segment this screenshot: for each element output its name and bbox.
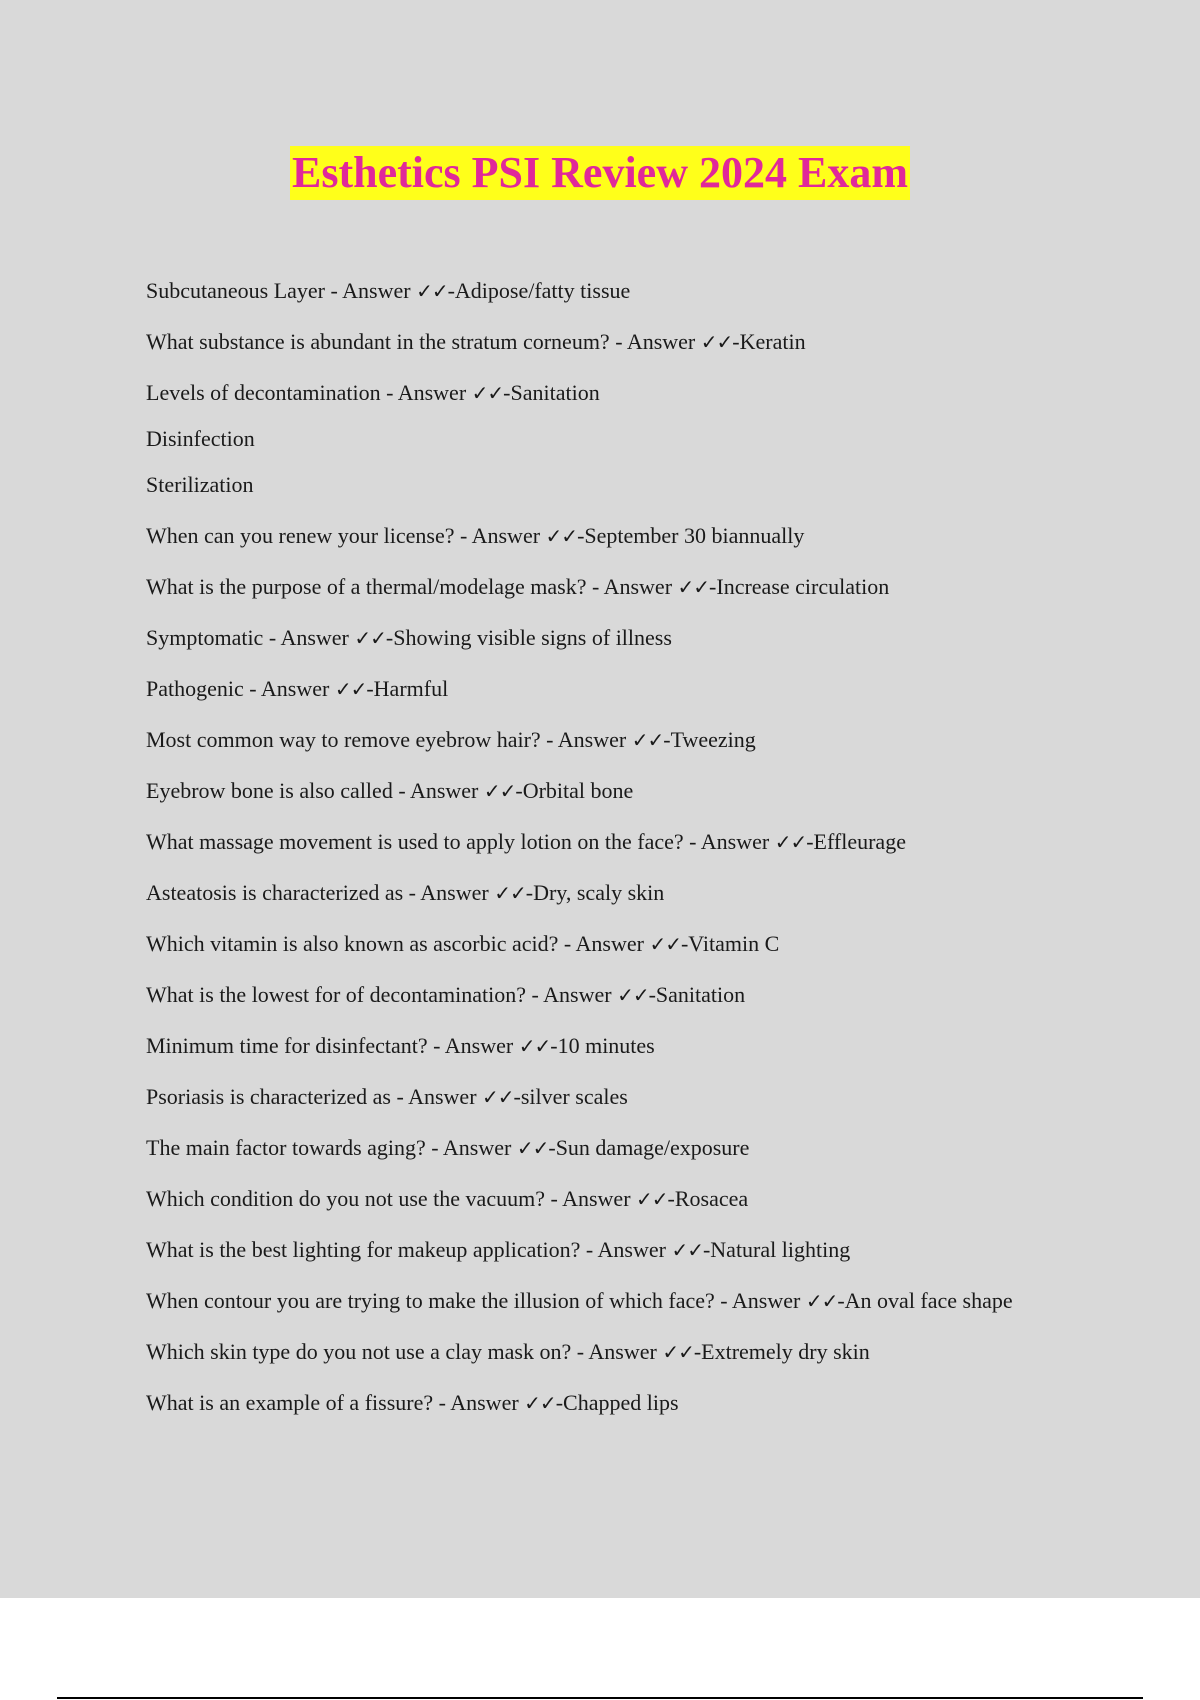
qa-answer: Orbital bone — [522, 778, 634, 803]
qa-answer-label: Answer — [409, 778, 479, 803]
qa-answer-label: Answer — [342, 278, 411, 303]
double-check-icon: ✓✓ — [631, 728, 664, 752]
double-check-icon: ✓✓ — [471, 381, 504, 405]
qa-item: Which vitamin is also known as ascorbic acid? - Answer ✓✓-Vitamin C — [146, 931, 780, 956]
double-check-icon: ✓✓ — [805, 1289, 838, 1313]
qa-answer: Increase circulation — [716, 574, 890, 599]
qa-answer-label: Answer — [557, 727, 627, 752]
qa-question: Pathogenic — [146, 676, 244, 701]
qa-item: What is an example of a fissure? - Answer ✓✓-Chapped lips — [146, 1390, 679, 1415]
double-check-icon: ✓✓ — [518, 1034, 551, 1058]
double-check-icon: ✓✓ — [545, 524, 578, 548]
qa-answer-label: Answer — [420, 880, 489, 905]
qa-item: Eyebrow bone is also called - Answer ✓✓-Orbital bone — [146, 778, 634, 803]
double-check-icon: ✓✓ — [482, 1085, 514, 1109]
qa-question: Which skin type do you not use a clay mask on? — [146, 1339, 572, 1364]
qa-answer-label: Answer — [731, 1288, 801, 1313]
qa-plain-text: Disinfection — [146, 426, 255, 451]
qa-question: Psoriasis is characterized as — [146, 1084, 391, 1109]
qa-answer: Showing visible signs of illness — [393, 625, 672, 650]
qa-answer-label: Answer — [260, 676, 330, 701]
qa-question: Which condition do you not use the vacuum? — [146, 1186, 545, 1211]
double-check-icon: ✓✓ — [334, 677, 367, 701]
qa-question: What substance is abundant in the stratum corneum? — [146, 329, 610, 354]
qa-answer-label: Answer — [450, 1390, 519, 1415]
qa-answer: Effleurage — [813, 829, 906, 854]
qa-question: Eyebrow bone is also called — [146, 778, 393, 803]
double-check-icon: ✓✓ — [662, 1340, 694, 1364]
double-check-icon: ✓✓ — [671, 1238, 703, 1262]
double-check-icon: ✓✓ — [494, 881, 526, 905]
qa-question: What is the lowest for of decontamination? — [146, 982, 526, 1007]
qa-question: Symptomatic — [146, 625, 264, 650]
qa-question: Asteatosis is characterized as — [146, 880, 404, 905]
double-check-icon: ✓✓ — [617, 983, 649, 1007]
qa-item: What massage movement is used to apply lotion on the face? - Answer ✓✓-Effleurage — [146, 829, 906, 854]
qa-answer-label: Answer — [626, 329, 696, 354]
qa-answer-label: Answer — [588, 1339, 657, 1364]
double-check-icon: ✓✓ — [416, 279, 448, 303]
qa-answer-label: Answer — [543, 982, 612, 1007]
qa-item: Which condition do you not use the vacuum? - Answer ✓✓-Rosacea — [146, 1186, 749, 1211]
qa-question: The main factor towards aging? — [146, 1135, 426, 1160]
qa-answer: 10 minutes — [557, 1033, 655, 1058]
qa-question: What massage movement is used to apply lotion on the face? — [146, 829, 684, 854]
qa-item: What is the lowest for of decontamination? - Answer ✓✓-Sanitation — [146, 982, 746, 1007]
qa-item: What is the best lighting for makeup application? - Answer ✓✓-Natural lighting — [146, 1237, 851, 1262]
qa-answer-label: Answer — [442, 1135, 512, 1160]
qa-answer: Vitamin C — [688, 931, 780, 956]
double-check-icon: ✓✓ — [774, 830, 807, 854]
qa-item: Symptomatic - Answer ✓✓-Showing visible signs of illness — [146, 625, 672, 650]
qa-question: What is the best lighting for makeup application? — [146, 1237, 581, 1262]
qa-question: Levels of decontamination — [146, 380, 381, 405]
qa-answer: Chapped lips — [563, 1390, 679, 1415]
qa-answer-label: Answer — [280, 625, 349, 650]
qa-answer: Natural lighting — [710, 1237, 851, 1262]
qa-item: When contour you are trying to make the illusion of which face? - Answer ✓✓-An oval face shape — [146, 1288, 1013, 1313]
double-check-icon: ✓✓ — [524, 1391, 556, 1415]
qa-item: Pathogenic - Answer ✓✓-Harmful — [146, 676, 449, 701]
qa-answer: Adipose/fatty tissue — [454, 278, 631, 303]
qa-plain-text: Sterilization — [146, 472, 254, 497]
qa-question: What is an example of a fissure? — [146, 1390, 434, 1415]
qa-item: Minimum time for disinfectant? - Answer ✓✓-10 minutes — [146, 1033, 655, 1058]
qa-answer: Tweezing — [670, 727, 756, 752]
double-check-icon: ✓✓ — [354, 626, 386, 650]
qa-question: Subcutaneous Layer — [146, 278, 325, 303]
double-check-icon: ✓✓ — [483, 779, 516, 803]
double-check-icon: ✓✓ — [677, 575, 710, 599]
qa-answer-label: Answer — [700, 829, 770, 854]
footer-divider — [57, 1697, 1143, 1699]
qa-question: What is the purpose of a thermal/modelage mask? — [146, 574, 587, 599]
qa-answer-label: Answer — [597, 1237, 666, 1262]
double-check-icon: ✓✓ — [636, 1187, 668, 1211]
qa-item: What substance is abundant in the stratum corneum? - Answer ✓✓-Keratin — [146, 329, 806, 354]
qa-item: Asteatosis is characterized as - Answer ✓✓-Dry, scaly skin — [146, 880, 665, 905]
double-check-icon: ✓✓ — [516, 1136, 549, 1160]
qa-list — [146, 276, 1066, 1439]
qa-question: Most common way to remove eyebrow hair? — [146, 727, 541, 752]
qa-answer: Harmful — [373, 676, 449, 701]
qa-answer: September 30 biannually — [584, 523, 805, 548]
qa-item: Levels of decontamination - Answer ✓✓-Sanitation — [146, 380, 600, 405]
qa-item: Which skin type do you not use a clay mask on? - Answer ✓✓-Extremely dry skin — [146, 1339, 870, 1364]
qa-item: When can you renew your license? - Answer ✓✓-September 30 biannually — [146, 523, 805, 548]
qa-question: Minimum time for disinfectant? — [146, 1033, 428, 1058]
qa-answer: Dry, scaly skin — [533, 880, 665, 905]
qa-answer: Rosacea — [674, 1186, 749, 1211]
qa-answer: Sun damage/exposure — [555, 1135, 750, 1160]
qa-answer: Extremely dry skin — [701, 1339, 870, 1364]
title-container — [0, 146, 1200, 200]
double-check-icon: ✓✓ — [700, 330, 733, 354]
qa-answer-label: Answer — [471, 523, 541, 548]
qa-answer: Sanitation — [510, 380, 600, 405]
qa-answer: Keratin — [739, 329, 806, 354]
qa-question: Which vitamin is also known as ascorbic acid? — [146, 931, 559, 956]
qa-item: Most common way to remove eyebrow hair? - Answer ✓✓-Tweezing — [146, 727, 756, 752]
qa-item: Psoriasis is characterized as - Answer ✓✓-silver scales — [146, 1084, 628, 1109]
qa-item: The main factor towards aging? - Answer ✓✓-Sun damage/exposure — [146, 1135, 750, 1160]
qa-item — [146, 424, 1066, 454]
qa-item: Subcutaneous Layer - Answer ✓✓-Adipose/fatty tissue — [146, 278, 631, 303]
qa-answer: An oval face shape — [844, 1288, 1013, 1313]
qa-answer: Sanitation — [655, 982, 746, 1007]
qa-answer-label: Answer — [397, 380, 467, 405]
qa-answer-label: Answer — [408, 1084, 477, 1109]
qa-answer-label: Answer — [603, 574, 673, 599]
document-title: Esthetics PSI Review 2024 Exam — [290, 146, 910, 200]
qa-answer-label: Answer — [562, 1186, 631, 1211]
double-check-icon: ✓✓ — [649, 932, 681, 956]
qa-item: What is the purpose of a thermal/modelage mask? - Answer ✓✓-Increase circulation — [146, 574, 890, 599]
qa-answer-label: Answer — [575, 931, 644, 956]
qa-answer: silver scales — [520, 1084, 628, 1109]
qa-question: When can you renew your license? — [146, 523, 455, 548]
qa-item — [146, 470, 1066, 500]
qa-question: When contour you are trying to make the illusion of which face? — [146, 1288, 715, 1313]
qa-answer-label: Answer — [444, 1033, 514, 1058]
